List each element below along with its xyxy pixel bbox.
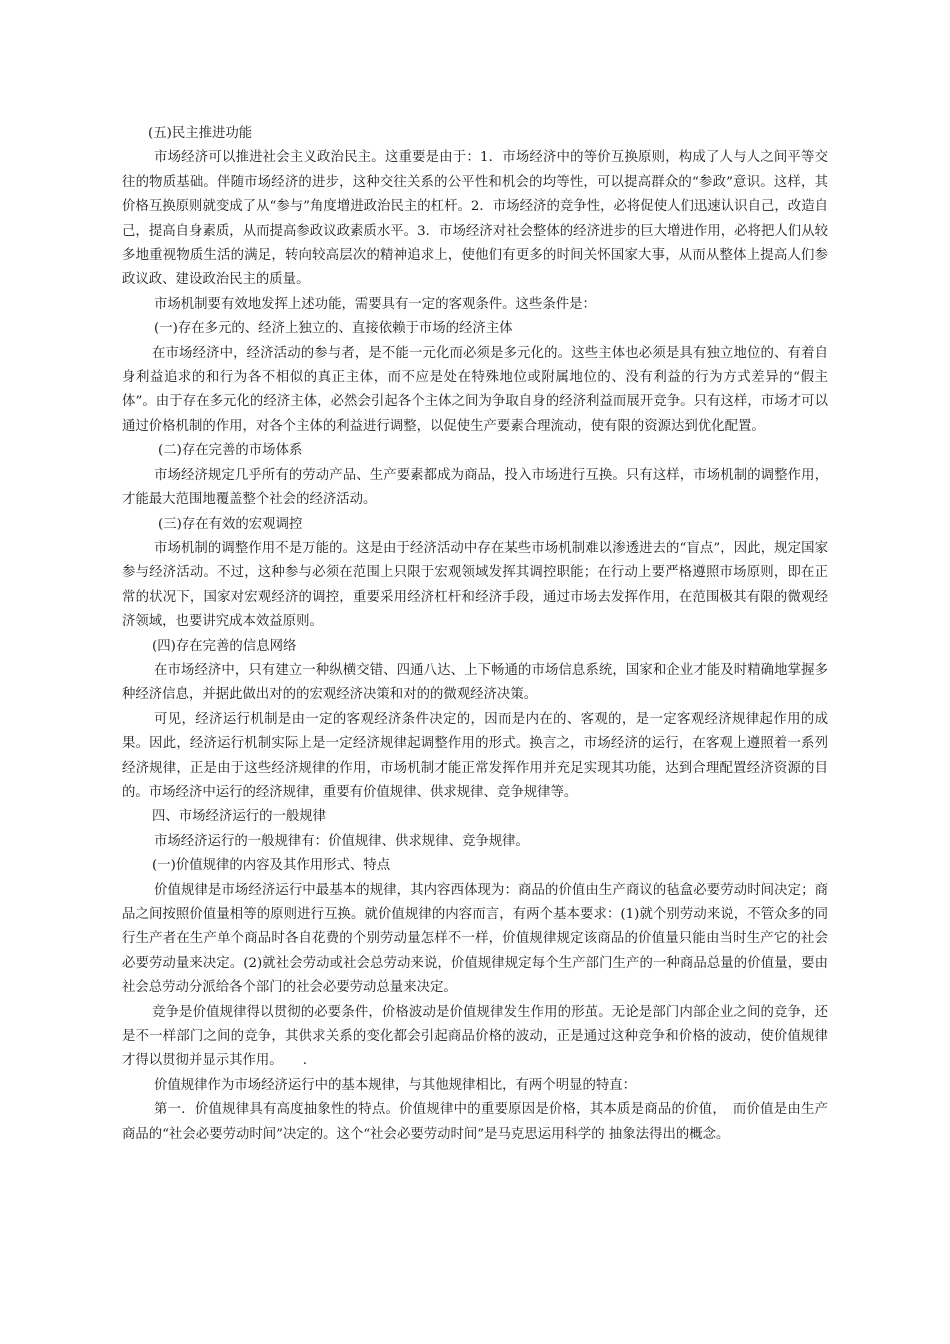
paragraph-value-law: 价值规律是市场经济运行中最基本的规律，其内容西体现为：商品的价值由生产商议的毡盒必要劳动时间决定；商品之间按照价值量相等的原则进行互换。就价值规律的内容而言，有两个基本要求：(1)就个别劳动来说，不管众多的同行生产者在生产单个商品时各自花费的个别劳动量怎样不一样，价值规律规定该商品的价值量只能由当时生产它的社会必要劳动量来决定。(2)就社会劳动或社会总劳动来说，价值规律规定每个生产部门生产的一种商品总量的价值量，要由社会总劳动分派给各个部门的社会必要劳动总量来决定。 [122, 882, 828, 996]
condition-paragraph-3: 市场机制的调整作用不是万能的。这是由于经济活动中存在某些市场机制难以渗透进去的“盲点”，因此，规定国家参与经济活动。不过，这种参与必须在范围上只限于宏观领域发挥其调控职能；在行动上要严格遵照市场原则，即在正常的状况下，国家对宏观经济的调控，重要采用经济杠杆和经济手段，通过市场去发挥作用，在范围极其有限的微观经济领域，也要讲究成本效益原则。 [122, 540, 828, 630]
document-page [122, 122, 828, 1147]
condition-heading-3: (三)存在有效的宏观调控 [158, 516, 303, 532]
paragraph-summary: 可见，经济运行机制是由一定的客观经济条件决定的，因而是内在的、客观的，是一定客观经济规律起作用的成果。因此，经济运行机制实际上是一定经济规律起调整作用的形式。换言之，市场经济的运行，在客观上遵照着一系列经济规律，正是由于这些经济规律的作用，市场机制才能正常发挥作用并充足实现其功能，达到合理配置经济资源的目的。市场经济中运行的经济规律，重要有价值规律、供求规律、竞争规律等。 [122, 711, 828, 800]
subsection-heading-value-law: (一)价值规律的内容及其作用形式、特点 [152, 858, 391, 874]
section-heading-general-laws: 四、市场经济运行的一般规律 [152, 809, 327, 825]
paragraph-first-feature: 第一．价值规律具有高度抽象性的特点。价值规律中的重要原因是价格，其本质是商品的价值， 而价值是由生产商品的“社会必要劳动时间”决定的。这个“社会必要劳动时间”是马克思运用科学的 抽象法得出的概念。 [122, 1102, 828, 1142]
condition-heading-4: (四)存在完善的信息网络 [152, 638, 297, 654]
paragraph-conditions-intro: 市场机制要有效地发挥上述功能，需要具有一定的客观条件。这些条件是： [154, 296, 596, 312]
condition-heading-2: (二)存在完善的市场体系 [158, 443, 303, 459]
paragraph-features: 价值规律作为市场经济运行中的基本规律，与其他规律相比，有两个明显的特直： [154, 1077, 637, 1093]
condition-paragraph-4: 在市场经济中，只有建立一种纵横交错、四通八达、上下畅通的市场信息系统，国家和企业才能及时精确地掌握多种经济信息，并据此做出对的的宏观经济决策和对的的微观经济决策。 [122, 662, 828, 703]
paragraph-general-laws: 市场经济运行的一般规律有：价值规律、供求规律、竞争规律。 [154, 833, 529, 849]
paragraph-democracy: 市场经济可以推进社会主义政治民主。这重要是由于：1．市场经济中的等价互换原则，构成了人与人之间平等交往的物质基础。伴随市场经济的进步，这种交往关系的公平性和机会的均等性，可以提高群众的“参政”意识。这样，其价格互换原则就变成了从“参与”角度增进政治民主的杠杆。2．市场经济的竞争性，必将促使人们迅速认识自己，改造自己，提高自身素质，从而提高参政议政素质水平。3．市场经济对社会整体的经济进步的巨大增进作用，必将把人们从较多地重视物质生活的满足，转向较高层次的精神追求上，使他们有更多的时间关怀国家大事，从而从整体上提高人们参政议政、建设政治民主的质量。 [122, 150, 828, 288]
paragraph-competition: 竞争是价值规律得以贯彻的必要条件，价格波动是价值规律发生作用的形茧。无论是部门内部企业之间的竞争，还是不一样部门之间的竞争，其供求关系的变化都会引起商品价格的波动，正是通过这种竞争和价格的波动，使价值规律才得以贯彻并显示其作用。 . [122, 1004, 828, 1069]
condition-paragraph-2: 市场经济规定几乎所有的劳动产品、生产要素都成为商品，投入市场进行互换。只有这样，市场机制的调整作用，才能最大范围地覆盖整个社会的经济活动。 [122, 467, 828, 508]
section-heading-democracy: (五)民主推进功能 [148, 126, 253, 141]
condition-paragraph-1: 在市场经济中，经济活动的参与者，是不能一元化而必须是多元化的。这些主体也必须是具有独立地位的、有着自身利益追求的和行为各不相似的真正主体，而不应是处在特殊地位或附属地位的、没有利益的行为方式差异的“假主体”。由于存在多元化的经济主体，必然会引起各个主体之间为争取自身的经济利益而展开竞争。只有这样，市场才可以通过价格机制的作用，对各个主体的利益进行调整，以促使生产要素合理流动，使有限的资源达到优化配置。 [122, 345, 828, 434]
condition-heading-1: (一)存在多元的、经济上独立的、直接依赖于市场的经济主体 [154, 321, 513, 337]
